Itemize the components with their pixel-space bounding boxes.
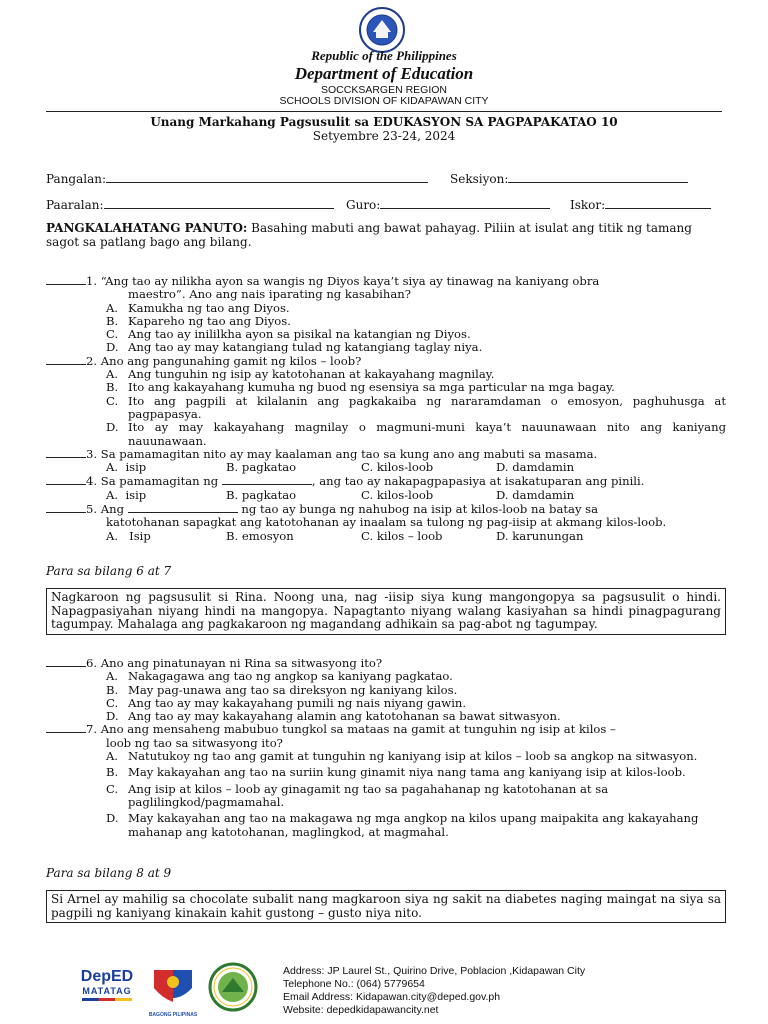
- bagong-logo-text: BAGONG PILIPINAS: [148, 1012, 198, 1018]
- instructions-text: Basahing mabuti ang bawat pahayag. Piliin at isulat ang titik ng tamang sagot sa patlang bago ang bilang.: [46, 221, 692, 249]
- option-text: Ang tao ay inililkha ayon sa pisikal na katangian ng Diyos.: [128, 327, 471, 342]
- option-text: Ito ang pagpili at kilalanin ang pagkakaiba ng nararamdaman o emosyon, paghuhusga at pagpapasya.: [128, 393, 726, 421]
- option-letter: D.: [496, 460, 509, 475]
- question-5: [46, 502, 726, 543]
- option-text: kilos – loob: [376, 528, 443, 543]
- passage-8-9-label: Para sa bilang 8 at 9: [46, 866, 172, 880]
- instructions-label: PANGKALAHATANG PANUTO:: [46, 221, 248, 235]
- department-title: Department of Education: [294, 64, 474, 83]
- deped-seal-logo: [345, 6, 419, 54]
- test-date: Setyembre 23-24, 2024: [312, 129, 456, 143]
- option-text: Ang tao ay may kakayahang alamin ang katotohanan sa bawat sitwasyon.: [128, 709, 561, 724]
- section-blank[interactable]: [508, 171, 688, 183]
- question-text: Ano ang pinatunayan ni Rina sa sitwasyong ito?: [100, 656, 383, 670]
- option-text: damdamin: [512, 460, 575, 475]
- name-blank[interactable]: [106, 171, 428, 183]
- score-field[interactable]: [570, 197, 711, 212]
- republic-line: Republic of the Philippines: [311, 48, 457, 63]
- school-label: Paaralan:: [46, 198, 104, 212]
- option-letter: A.: [106, 460, 119, 475]
- division-line: SCHOOLS DIVISION OF KIDAPAWAN CITY: [279, 95, 489, 107]
- option-letter: C.: [106, 393, 119, 408]
- passage-8-9-box: Si Arnel ay mahilig sa chocolate subalit nang magkaroon siya ng sakit na diabetes naging maingat na siya sa pagpili ng kaniyang kinakain kahit gustong – gusto niya nito.: [46, 890, 726, 923]
- question-text: Sa pamamagitan ng: [100, 474, 222, 489]
- option-text: Nakagagawa ang tao ng angkop sa kaniyang pagkatao.: [128, 669, 453, 684]
- score-label: Iskor:: [570, 198, 606, 212]
- question-text: Ano ang mensaheng mabubuo tungkol sa mataas na gamit at tunguhin ng isip at kilos –: [100, 722, 616, 737]
- option-letter: C.: [106, 781, 119, 796]
- fill-blank: [222, 474, 312, 485]
- option-letter: C.: [106, 327, 119, 342]
- option-letter: C.: [106, 695, 119, 710]
- option-text: Ito ay may kakayahang magnilay o magmuni-muni kaya’t nauunawaan nito ang kaniyang nauunawaan.: [128, 420, 726, 448]
- option-text: Ang isip at kilos – loob ay ginagamit ng tao sa pagahahanap ng katotohanan at sa paglilingkod/pagmamahal.: [128, 781, 609, 809]
- option-letter: D.: [106, 811, 119, 826]
- name-field[interactable]: [46, 171, 428, 186]
- answer-blank-4[interactable]: [46, 484, 86, 485]
- question-text: Ang: [100, 502, 128, 517]
- option-text: isip: [125, 460, 147, 475]
- bagong-pilipinas-emblem-icon: [146, 962, 200, 1008]
- option-letter: B.: [106, 313, 119, 328]
- question-2: [46, 355, 726, 448]
- answer-blank-2[interactable]: [46, 364, 86, 365]
- answer-blank-6[interactable]: [46, 666, 86, 667]
- option-letter: B.: [106, 682, 119, 697]
- questions-1-5: [46, 275, 726, 543]
- bagong-pilipinas-logo: [146, 962, 200, 1018]
- teacher-label: Guro:: [346, 198, 381, 212]
- school-blank[interactable]: [104, 197, 334, 209]
- question-6: [46, 657, 726, 723]
- teacher-blank[interactable]: [380, 197, 550, 209]
- option-letter: D.: [106, 709, 119, 724]
- option-text: May kakayahan ang tao na suriin kung ginamit niya nang tama ang kaniyang isip at kilos-loob.: [128, 765, 686, 780]
- question-text: ng tao ay bunga ng nahubog na isip at kilos-loob na batay sa: [237, 502, 599, 517]
- region-line: SOCCKSARGEN REGION: [320, 84, 448, 96]
- option-text: Kapareho ng tao ang Diyos.: [128, 313, 291, 328]
- answer-blank-1[interactable]: [46, 284, 86, 285]
- footer-phone: Telephone No.: (064) 5779654: [283, 978, 425, 990]
- footer-website[interactable]: Website: depedkidapawancity.net: [283, 1004, 439, 1016]
- option-text: isip: [125, 487, 147, 502]
- option-text: kilos-loob: [376, 487, 434, 502]
- answer-blank-5[interactable]: [46, 512, 86, 513]
- answer-blank-3[interactable]: [46, 457, 86, 458]
- option-text: Isip: [129, 528, 151, 543]
- option-letter: C.: [361, 528, 374, 543]
- option-text: pagkatao: [241, 487, 297, 502]
- deped-matatag-logo: [76, 962, 138, 1014]
- option-letter: B.: [106, 765, 119, 780]
- division-seal-logo: [208, 962, 258, 1012]
- division-seal-icon: [208, 962, 258, 1012]
- option-text: Ito ang kakayahang kumuha ng buod ng esensiya sa mga particular na mga bagay.: [128, 380, 615, 395]
- question-text-cont: loob ng tao sa sitwasyong ito?: [106, 735, 283, 750]
- question-number: 7.: [86, 722, 98, 737]
- test-title: Unang Markahang Pagsusulit sa EDUKASYON SA PAGPAPAKATAO 10: [150, 115, 618, 129]
- question-number: 3.: [86, 446, 98, 461]
- deped-logo-text: DepED: [80, 968, 134, 985]
- question-text: Ano ang pangunahing gamit ng kilos – loob?: [100, 353, 362, 368]
- option-letter: B.: [106, 380, 119, 395]
- option-letter: D.: [106, 340, 119, 355]
- question-number: 5.: [86, 502, 98, 517]
- school-field[interactable]: [46, 197, 334, 212]
- header-divider: [46, 111, 722, 112]
- option-text: Kamukha ng tao ang Diyos.: [128, 300, 290, 315]
- option-text: Natutukoy ng tao ang gamit at tunguhin ng kaniyang isip at kilos – loob sa angkop na sitwasyon.: [128, 749, 698, 764]
- option-letter: A.: [106, 749, 119, 764]
- option-letter: A.: [106, 487, 119, 502]
- question-1: [46, 275, 726, 355]
- option-letter: A.: [106, 367, 119, 382]
- footer-address: Address: JP Laurel St., Quirino Drive, Poblacion ,Kidapawan City: [283, 965, 586, 977]
- question-text: , ang tao ay nakapagpapasiya at isakatuparan ang pinili.: [311, 474, 645, 489]
- option-letter: B.: [226, 528, 239, 543]
- footer-contact: [283, 965, 585, 1017]
- question-text: “Ang tao ay nilikha ayon sa wangis ng Diyos kaya’t siya ay tinawag na kaniyang obra: [100, 274, 600, 288]
- question-number: 2.: [86, 353, 98, 368]
- section-field[interactable]: [450, 171, 688, 186]
- option-text: Ang tao ay may katangiang tulad ng katangiang taglay niya.: [128, 340, 483, 355]
- question-text-cont: maestro”. Ano ang nais iparating ng kasabihan?: [128, 287, 411, 302]
- option-letter: A.: [106, 528, 119, 543]
- question-3: [46, 448, 726, 475]
- option-letter: A.: [106, 300, 119, 315]
- option-letter: B.: [226, 487, 239, 502]
- option-letter: D.: [496, 487, 509, 502]
- question-number: 6.: [86, 656, 98, 670]
- fill-blank: [128, 502, 238, 513]
- option-letter: C.: [361, 487, 374, 502]
- question-number: 4.: [86, 474, 98, 489]
- option-letter: B.: [226, 460, 239, 475]
- option-text: Ang tunguhin ng isip ay katotohanan at kakayahang magnilay.: [128, 367, 495, 382]
- question-4: [46, 474, 726, 502]
- option-text: emosyon: [241, 528, 294, 543]
- option-text: pagkatao: [241, 460, 297, 475]
- question-text-cont: katotohanan sapagkat ang katotohanan ay inaalam sa tulong ng pag-iisip at akmang kilos-loob.: [106, 515, 667, 530]
- option-letter: C.: [361, 460, 374, 475]
- section-label: Seksiyon:: [450, 172, 509, 186]
- option-text: karunungan: [512, 528, 584, 543]
- name-label: Pangalan:: [46, 172, 107, 186]
- option-letter: A.: [106, 669, 119, 684]
- question-text: Sa pamamagitan nito ay may kaalaman ang tao sa kung ano ang mabuti sa masama.: [100, 446, 598, 461]
- option-text: kilos-loob: [376, 460, 434, 475]
- option-letter: D.: [106, 420, 119, 435]
- passage-6-7-box: Nagkaroon ng pagsusulit si Rina. Noong una, nag -iisip siya kung mangongopya sa pagsusulit o hindi. Napagpasiyahan niyang hindi na mangopya. Napagtanto niyang walang kasiyahan sa hindi pinagpagurang tagumpay. Mahalaga ang pagkakaroon ng magandang adhikain sa pag-abot ng tagumpay.: [46, 588, 726, 635]
- option-text: damdamin: [512, 487, 575, 502]
- passage-6-7-label: Para sa bilang 6 at 7: [46, 564, 172, 578]
- teacher-field[interactable]: [346, 197, 550, 212]
- question-7: [46, 723, 726, 838]
- option-text: Ang tao ay may kakayahang pumili ng nais niyang gawin.: [128, 695, 467, 710]
- option-text: May kakayahan ang tao na makagawa ng mga angkop na kilos upang maipakita ang kakayahang mahanap ang katotohanan, maglingkod, at magmahal.: [128, 811, 699, 839]
- option-letter: D.: [496, 528, 509, 543]
- questions-6-7: [46, 657, 726, 839]
- option-text: May pag-unawa ang tao sa direksyon ng kaniyang kilos.: [128, 682, 458, 697]
- score-blank[interactable]: [605, 197, 711, 209]
- footer-email[interactable]: Email Address: Kidapawan.city@deped.gov.ph: [283, 991, 501, 1003]
- instructions: [46, 222, 726, 249]
- question-number: 1.: [86, 274, 98, 288]
- matatag-logo-text: MATATAG: [82, 986, 132, 996]
- answer-blank-7[interactable]: [46, 732, 86, 733]
- flag-stripe: [82, 998, 132, 1001]
